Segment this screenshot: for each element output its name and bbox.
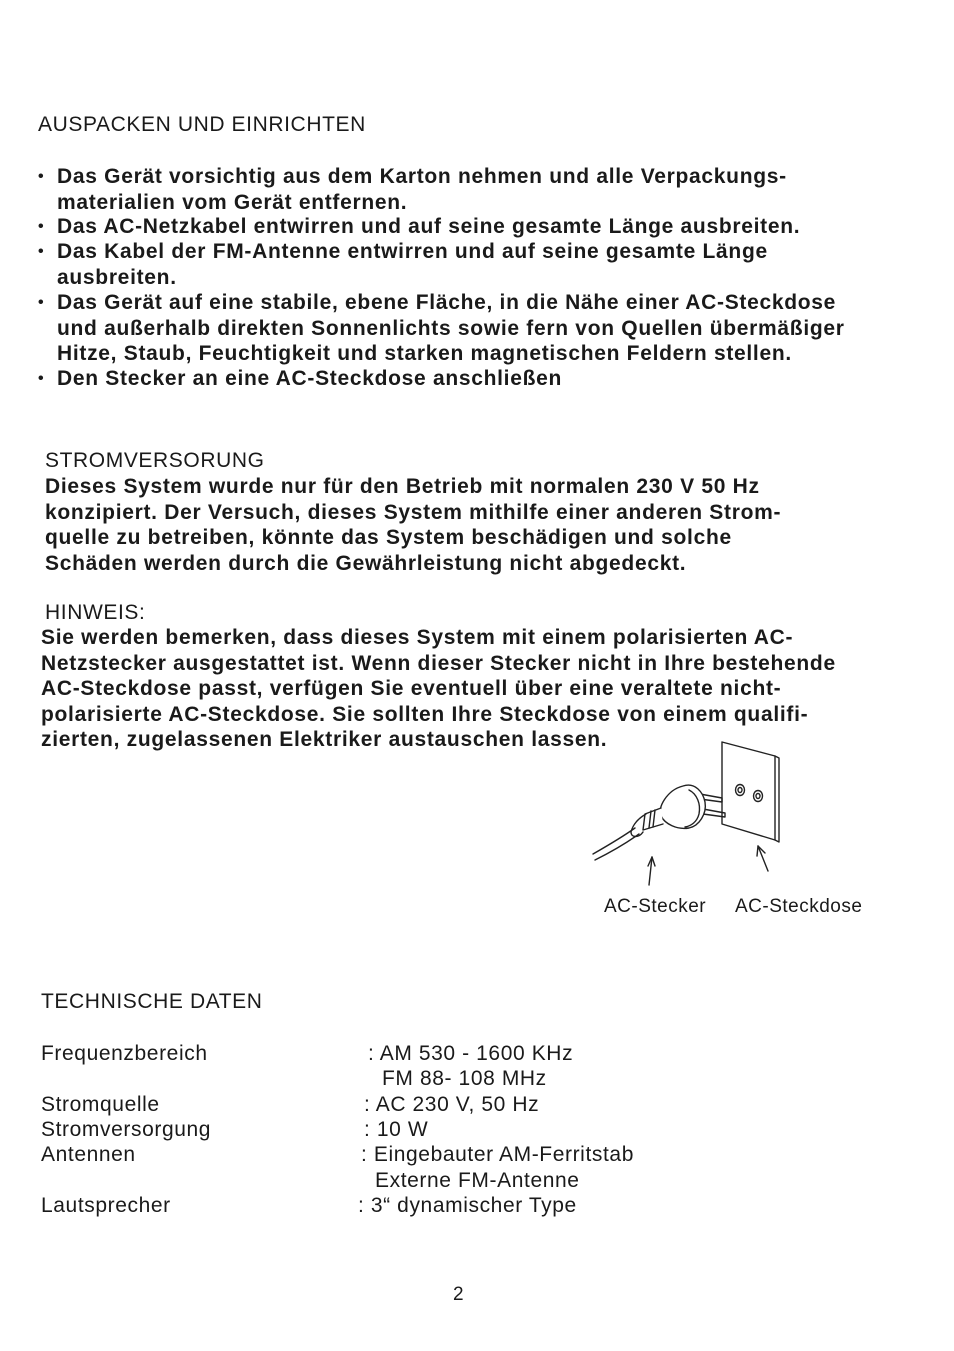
spec-label-frequency: Frequenzbereich	[41, 1042, 208, 1065]
paragraph-line: Netzstecker ausgestattet ist. Wenn dieser Stecker nicht in Ihre bestehende	[41, 651, 836, 675]
paragraph-line: Sie werden bemerken, dass dieses System mit einem polarisierten AC-	[41, 626, 794, 649]
spec-value-power-source: : AC 230 V, 50 Hz	[364, 1093, 540, 1116]
note-paragraph	[41, 625, 836, 753]
bullet-text-line: Das Kabel der FM-Antenne entwirren und auf seine gesamte Länge	[57, 240, 768, 263]
power-paragraph	[45, 474, 781, 576]
bullet-text-line: Den Stecker an eine AC-Steckdose anschließen	[57, 367, 563, 390]
section-heading-note: HINWEIS:	[45, 601, 146, 624]
socket-caption: AC-Steckdose	[735, 896, 863, 917]
paragraph-line: Dieses System wurde nur für den Betrieb mit normalen 230 V 50 Hz	[45, 475, 760, 498]
page-number: 2	[453, 1284, 464, 1305]
section-heading-power: STROMVERSORUNG	[45, 449, 265, 472]
bullet-text-line: Das AC-Netzkabel entwirren und auf seine gesamte Länge ausbreiten.	[57, 215, 801, 238]
bullet: •	[38, 243, 44, 260]
spec-label-speaker: Lautsprecher	[41, 1194, 171, 1217]
section-heading-specs: TECHNISCHE DATEN	[41, 990, 263, 1013]
spec-label-power-source: Stromquelle	[41, 1093, 160, 1116]
spec-value-antenna-am: : Eingebauter AM-Ferritstab	[361, 1143, 634, 1166]
bullet-text-line: ausbreiten.	[57, 265, 177, 289]
paragraph-line: quelle zu betreiben, könnte das System beschädigen und solche	[45, 526, 732, 549]
spec-value-frequency-am: : AM 530 - 1600 KHz	[368, 1042, 574, 1065]
bullet-text-line: materialien vom Gerät entfernen.	[57, 190, 408, 214]
spec-label-power-supply: Stromversorgung	[41, 1118, 212, 1141]
cord-line	[595, 834, 639, 860]
spec-label-antennas: Antennen	[41, 1143, 136, 1166]
paragraph-line: AC-Steckdose passt, verfügen Sie eventuell über eine veraltete nicht-	[41, 677, 782, 700]
section-heading-unpacking: AUSPACKEN UND EINRICHTEN	[38, 113, 366, 136]
spec-value-speaker: : 3“ dynamischer Type	[358, 1194, 577, 1217]
bullet: •	[38, 168, 44, 185]
bullet-text-line: Hitze, Staub, Feuchtigkeit und starken magnetischen Feldern stellen.	[57, 342, 792, 365]
paragraph-line: Schäden werden durch die Gewährleistung nicht abgedeckt.	[45, 551, 687, 575]
spec-value-power-supply: : 10 W	[364, 1118, 429, 1141]
bullet-text-line: und außerhalb direkten Sonnenlichts sowie fern von Quellen übermäßiger	[57, 316, 845, 340]
paragraph-line: polarisierte AC-Steckdose. Sie sollten Ihre Steckdose von einem qualifi-	[41, 702, 809, 726]
paragraph-line: konzipiert. Der Versuch, dieses System mithilfe einer anderen Strom-	[45, 500, 782, 524]
bullet: •	[38, 294, 44, 311]
socket-arrow	[758, 846, 768, 871]
spec-value-frequency-fm: FM 88- 108 MHz	[382, 1067, 547, 1090]
plug-body	[660, 785, 705, 828]
plug-caption: AC-Stecker	[604, 896, 707, 917]
plug-socket-illustration	[585, 738, 795, 888]
bullet-text-line: Das Gerät auf eine stabile, ebene Fläche, in die Nähe einer AC-Steckdose	[57, 291, 837, 314]
bullet-text-line: Das Gerät vorsichtig aus dem Karton nehmen und alle Verpackungs-	[57, 165, 787, 188]
bullet: •	[38, 218, 44, 235]
bullet: •	[38, 370, 44, 387]
paragraph-line: zierten, zugelassenen Elektriker austauschen lassen.	[41, 728, 608, 751]
socket-plate	[722, 742, 775, 840]
spec-value-antenna-fm: Externe FM-Antenne	[375, 1169, 580, 1192]
